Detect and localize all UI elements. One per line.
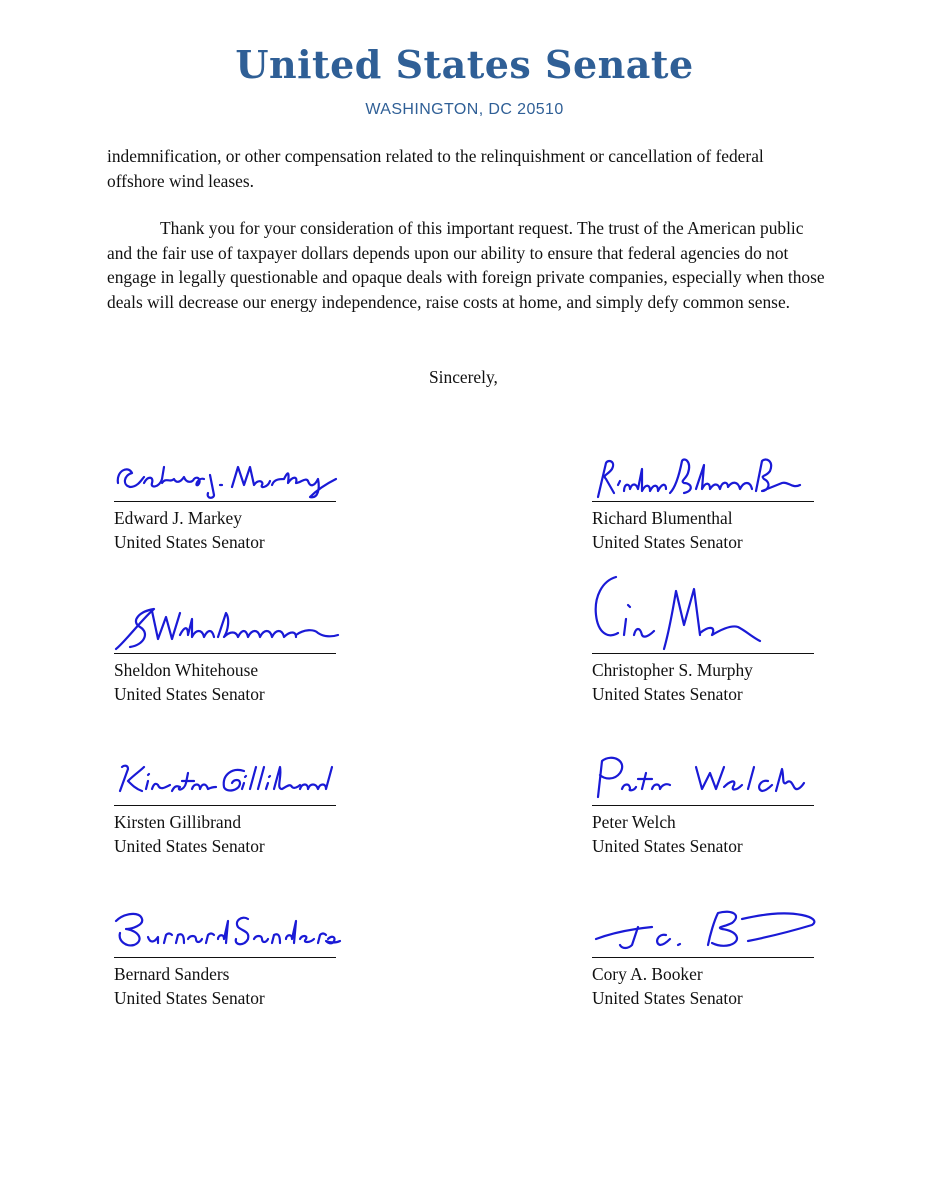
signature-welch	[592, 757, 824, 805]
signatory-title: United States Senator	[592, 836, 743, 856]
signatory-title: United States Senator	[592, 532, 743, 552]
signatory-title: United States Senator	[592, 988, 743, 1008]
signature-line	[114, 957, 336, 958]
body-paragraph-2: Thank you for your consideration of this important request. The trust of the American public and the fair use of taxpayer dollars depends upon our ability to ensure that federal agencies do not engage in legally questionable and opaque deals with foreign private companies, especially when those deals will decrease our energy independence, raise costs at home, and simply defy common sense.	[107, 218, 825, 312]
signatory-title: United States Senator	[114, 532, 265, 552]
signatory-title: United States Senator	[114, 684, 265, 704]
signature-blumenthal	[592, 453, 824, 501]
signature-line	[592, 501, 814, 502]
signatory-name: Kirsten Gillibrand	[114, 812, 242, 832]
signature-line	[114, 653, 336, 654]
signatory-name: Sheldon Whitehouse	[114, 660, 259, 680]
signature-sanders	[114, 909, 346, 957]
signature-whitehouse	[114, 605, 346, 653]
signatory-title: United States Senator	[114, 988, 265, 1008]
signatory-name: Edward J. Markey	[114, 508, 242, 528]
signature-markey	[114, 453, 346, 501]
signature-murphy	[592, 605, 824, 653]
signature-line	[114, 805, 336, 806]
signatory-name: Christopher S. Murphy	[592, 660, 753, 680]
signatory-name: Bernard Sanders	[114, 964, 230, 984]
signatory-title: United States Senator	[114, 836, 265, 856]
signature-line	[114, 501, 336, 502]
letterhead-title: United States Senate	[235, 42, 694, 87]
signatory-name: Peter Welch	[592, 812, 676, 832]
signature-gillibrand	[114, 757, 346, 805]
signatory-name: Cory A. Booker	[592, 964, 703, 984]
signature-booker	[592, 909, 824, 957]
signatory-title: United States Senator	[592, 684, 743, 704]
body-paragraph-1: indemnification, or other compensation related to the relinquishment or cancellation of federal offshore wind leases.	[107, 146, 764, 191]
signatory-name: Richard Blumenthal	[592, 508, 733, 528]
signature-line	[592, 805, 814, 806]
closing: Sincerely,	[429, 367, 498, 387]
signature-line	[592, 653, 814, 654]
signature-line	[592, 957, 814, 958]
letterhead-address: WASHINGTON, DC 20510	[365, 101, 564, 118]
